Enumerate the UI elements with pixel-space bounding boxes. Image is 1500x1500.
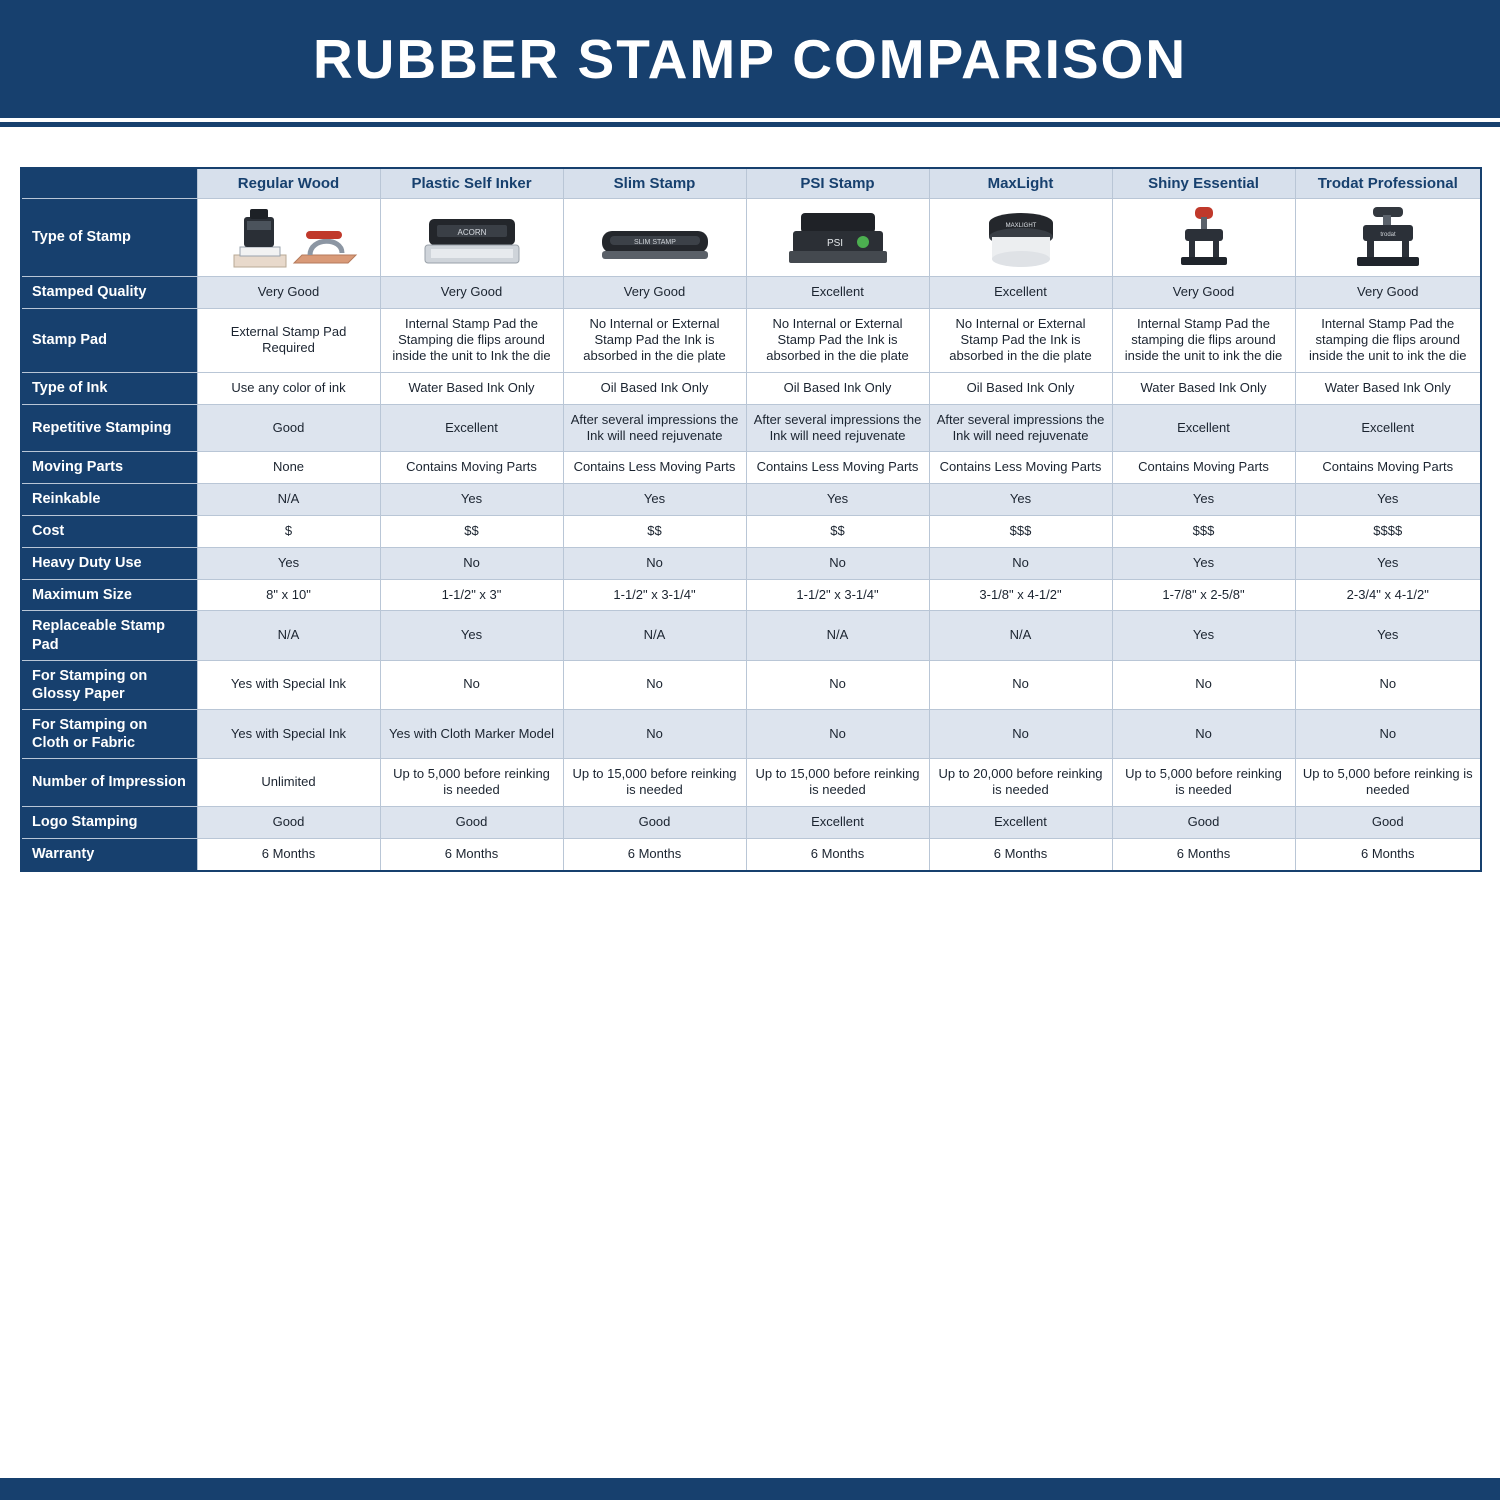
cell-moving-parts-plastic-self-inker: Contains Moving Parts bbox=[380, 452, 563, 484]
cell-stamped-quality-psi-stamp: Excellent bbox=[746, 277, 929, 309]
table-row bbox=[21, 515, 1481, 547]
cell-stamp-pad-psi-stamp: No Internal or External Stamp Pad the Ink is absorbed in the die plate bbox=[746, 308, 929, 372]
cell-reinkable-trodat-professional: Yes bbox=[1295, 483, 1481, 515]
row-label-repetitive-stamping: Repetitive Stamping bbox=[21, 404, 197, 452]
row-label-replaceable-stamp-pad: Replaceable Stamp Pad bbox=[21, 611, 197, 660]
table-corner-cell bbox=[21, 168, 197, 199]
cell-maximum-size-trodat-professional: 2-3/4" x 4-1/2" bbox=[1295, 579, 1481, 611]
row-label-cost: Cost bbox=[21, 515, 197, 547]
cell-impressions-regular-wood: Unlimited bbox=[197, 759, 380, 807]
row-label-stamped-quality: Stamped Quality bbox=[21, 277, 197, 309]
row-label-type-of-stamp: Type of Stamp bbox=[21, 199, 197, 277]
page-header bbox=[0, 0, 1500, 122]
cell-cost-plastic-self-inker: $$ bbox=[380, 515, 563, 547]
cell-repetitive-stamping-slim-stamp: After several impressions the Ink will need rejuvenate bbox=[563, 404, 746, 452]
cell-stamp-pad-slim-stamp: No Internal or External Stamp Pad the Ink is absorbed in the die plate bbox=[563, 308, 746, 372]
cell-moving-parts-maxlight: Contains Less Moving Parts bbox=[929, 452, 1112, 484]
cell-cost-trodat-professional: $$$$ bbox=[1295, 515, 1481, 547]
cell-type-of-stamp-slim-stamp bbox=[563, 199, 746, 277]
svg-text:trodat: trodat bbox=[1380, 231, 1396, 238]
svg-text:ACORN: ACORN bbox=[457, 227, 486, 237]
table-row bbox=[21, 452, 1481, 484]
psi-stamp-icon bbox=[749, 202, 927, 274]
cell-repetitive-stamping-psi-stamp: After several impressions the Ink will need rejuvenate bbox=[746, 404, 929, 452]
cell-repetitive-stamping-trodat-professional: Excellent bbox=[1295, 404, 1481, 452]
column-header-psi-stamp: PSI Stamp bbox=[746, 168, 929, 199]
cell-heavy-duty-use-psi-stamp: No bbox=[746, 547, 929, 579]
cell-type-of-stamp-psi-stamp bbox=[746, 199, 929, 277]
cell-maximum-size-plastic-self-inker: 1-1/2" x 3" bbox=[380, 579, 563, 611]
row-label-stamp-pad: Stamp Pad bbox=[21, 308, 197, 372]
row-label-heavy-duty-use: Heavy Duty Use bbox=[21, 547, 197, 579]
row-label-maximum-size: Maximum Size bbox=[21, 579, 197, 611]
cell-stamped-quality-shiny-essential: Very Good bbox=[1112, 277, 1295, 309]
cell-type-of-stamp-plastic-self-inker bbox=[380, 199, 563, 277]
cell-reinkable-plastic-self-inker: Yes bbox=[380, 483, 563, 515]
column-header-slim-stamp: Slim Stamp bbox=[563, 168, 746, 199]
plastic-self-inker-icon bbox=[383, 202, 561, 274]
cell-heavy-duty-use-slim-stamp: No bbox=[563, 547, 746, 579]
cell-warranty-maxlight: 6 Months bbox=[929, 838, 1112, 870]
cell-type-of-ink-shiny-essential: Water Based Ink Only bbox=[1112, 372, 1295, 404]
cell-stamp-pad-regular-wood: External Stamp Pad Required bbox=[197, 308, 380, 372]
cell-replaceable-stamp-pad-plastic-self-inker: Yes bbox=[380, 611, 563, 660]
cell-warranty-plastic-self-inker: 6 Months bbox=[380, 838, 563, 870]
cell-maximum-size-regular-wood: 8" x 10" bbox=[197, 579, 380, 611]
cell-reinkable-psi-stamp: Yes bbox=[746, 483, 929, 515]
row-label-number-of-impression: Number of Impression bbox=[21, 759, 197, 807]
cell-logo-stamping-plastic-self-inker: Good bbox=[380, 806, 563, 838]
cell-repetitive-stamping-regular-wood: Good bbox=[197, 404, 380, 452]
cell-heavy-duty-use-plastic-self-inker: No bbox=[380, 547, 563, 579]
comparison-table bbox=[20, 167, 1482, 872]
cell-warranty-shiny-essential: 6 Months bbox=[1112, 838, 1295, 870]
cell-stamped-quality-trodat-professional: Very Good bbox=[1295, 277, 1481, 309]
table-container bbox=[0, 127, 1500, 872]
table-row bbox=[21, 308, 1481, 372]
column-header-maxlight: MaxLight bbox=[929, 168, 1112, 199]
cell-stamped-quality-regular-wood: Very Good bbox=[197, 277, 380, 309]
cell-reinkable-shiny-essential: Yes bbox=[1112, 483, 1295, 515]
cell-reinkable-regular-wood: N/A bbox=[197, 483, 380, 515]
table-row bbox=[21, 483, 1481, 515]
table-row bbox=[21, 611, 1481, 660]
cell-replaceable-stamp-pad-shiny-essential: Yes bbox=[1112, 611, 1295, 660]
column-header-regular-wood: Regular Wood bbox=[197, 168, 380, 199]
cell-logo-stamping-maxlight: Excellent bbox=[929, 806, 1112, 838]
table-row bbox=[21, 838, 1481, 870]
cell-heavy-duty-use-shiny-essential: Yes bbox=[1112, 547, 1295, 579]
cell-replaceable-stamp-pad-slim-stamp: N/A bbox=[563, 611, 746, 660]
table-row bbox=[21, 277, 1481, 309]
cell-moving-parts-regular-wood: None bbox=[197, 452, 380, 484]
cell-type-of-ink-plastic-self-inker: Water Based Ink Only bbox=[380, 372, 563, 404]
wood-hand-stamp-icon bbox=[200, 202, 378, 274]
cell-type-of-ink-trodat-professional: Water Based Ink Only bbox=[1295, 372, 1481, 404]
cell-impressions-maxlight: Up to 20,000 before reinking is needed bbox=[929, 759, 1112, 807]
cell-reinkable-maxlight: Yes bbox=[929, 483, 1112, 515]
row-label-reinkable: Reinkable bbox=[21, 483, 197, 515]
cell-glossy-paper-regular-wood: Yes with Special Ink bbox=[197, 660, 380, 709]
cell-impressions-plastic-self-inker: Up to 5,000 before reinking is needed bbox=[380, 759, 563, 807]
cell-replaceable-stamp-pad-regular-wood: N/A bbox=[197, 611, 380, 660]
table-row bbox=[21, 759, 1481, 807]
cell-type-of-stamp-maxlight bbox=[929, 199, 1112, 277]
cell-repetitive-stamping-shiny-essential: Excellent bbox=[1112, 404, 1295, 452]
table-row bbox=[21, 547, 1481, 579]
cell-type-of-stamp-shiny-essential bbox=[1112, 199, 1295, 277]
cell-glossy-paper-slim-stamp: No bbox=[563, 660, 746, 709]
table-header-row bbox=[21, 168, 1481, 199]
cell-stamped-quality-maxlight: Excellent bbox=[929, 277, 1112, 309]
cell-logo-stamping-psi-stamp: Excellent bbox=[746, 806, 929, 838]
cell-cost-maxlight: $$$ bbox=[929, 515, 1112, 547]
cell-maximum-size-maxlight: 3-1/8" x 4-1/2" bbox=[929, 579, 1112, 611]
table-row bbox=[21, 372, 1481, 404]
maxlight-stamp-icon bbox=[932, 202, 1110, 274]
cell-cost-regular-wood: $ bbox=[197, 515, 380, 547]
cell-cost-slim-stamp: $$ bbox=[563, 515, 746, 547]
row-label-type-of-ink: Type of Ink bbox=[21, 372, 197, 404]
shiny-essential-stamp-icon bbox=[1115, 202, 1293, 274]
cell-warranty-regular-wood: 6 Months bbox=[197, 838, 380, 870]
cell-repetitive-stamping-plastic-self-inker: Excellent bbox=[380, 404, 563, 452]
cell-cloth-fabric-slim-stamp: No bbox=[563, 709, 746, 758]
cell-replaceable-stamp-pad-maxlight: N/A bbox=[929, 611, 1112, 660]
cell-replaceable-stamp-pad-psi-stamp: N/A bbox=[746, 611, 929, 660]
cell-maximum-size-psi-stamp: 1-1/2" x 3-1/4" bbox=[746, 579, 929, 611]
cell-maximum-size-shiny-essential: 1-7/8" x 2-5/8" bbox=[1112, 579, 1295, 611]
cell-heavy-duty-use-maxlight: No bbox=[929, 547, 1112, 579]
cell-repetitive-stamping-maxlight: After several impressions the Ink will need rejuvenate bbox=[929, 404, 1112, 452]
cell-moving-parts-slim-stamp: Contains Less Moving Parts bbox=[563, 452, 746, 484]
column-header-trodat-professional: Trodat Professional bbox=[1295, 168, 1481, 199]
footer-bar bbox=[0, 1478, 1500, 1500]
cell-cloth-fabric-psi-stamp: No bbox=[746, 709, 929, 758]
cell-type-of-ink-slim-stamp: Oil Based Ink Only bbox=[563, 372, 746, 404]
slim-stamp-icon bbox=[566, 202, 744, 274]
trodat-professional-stamp-icon bbox=[1298, 202, 1479, 274]
cell-logo-stamping-trodat-professional: Good bbox=[1295, 806, 1481, 838]
cell-glossy-paper-psi-stamp: No bbox=[746, 660, 929, 709]
table-row bbox=[21, 404, 1481, 452]
cell-type-of-stamp-trodat-professional bbox=[1295, 199, 1481, 277]
svg-text:SLIM STAMP: SLIM STAMP bbox=[633, 238, 676, 246]
cell-stamped-quality-slim-stamp: Very Good bbox=[563, 277, 746, 309]
table-row bbox=[21, 709, 1481, 758]
table-row bbox=[21, 199, 1481, 277]
cell-maximum-size-slim-stamp: 1-1/2" x 3-1/4" bbox=[563, 579, 746, 611]
cell-cloth-fabric-regular-wood: Yes with Special Ink bbox=[197, 709, 380, 758]
cell-replaceable-stamp-pad-trodat-professional: Yes bbox=[1295, 611, 1481, 660]
cell-glossy-paper-plastic-self-inker: No bbox=[380, 660, 563, 709]
page-title: RUBBER STAMP COMPARISON bbox=[312, 28, 1188, 90]
cell-cloth-fabric-shiny-essential: No bbox=[1112, 709, 1295, 758]
svg-text:PSI: PSI bbox=[826, 237, 843, 249]
cell-stamped-quality-plastic-self-inker: Very Good bbox=[380, 277, 563, 309]
row-label-warranty: Warranty bbox=[21, 838, 197, 870]
cell-glossy-paper-trodat-professional: No bbox=[1295, 660, 1481, 709]
row-label-logo-stamping: Logo Stamping bbox=[21, 806, 197, 838]
cell-impressions-psi-stamp: Up to 15,000 before reinking is needed bbox=[746, 759, 929, 807]
cell-logo-stamping-shiny-essential: Good bbox=[1112, 806, 1295, 838]
cell-cloth-fabric-trodat-professional: No bbox=[1295, 709, 1481, 758]
cell-stamp-pad-shiny-essential: Internal Stamp Pad the stamping die flips around inside the unit to ink the die bbox=[1112, 308, 1295, 372]
cell-cost-shiny-essential: $$$ bbox=[1112, 515, 1295, 547]
cell-glossy-paper-maxlight: No bbox=[929, 660, 1112, 709]
row-label-for-stamping-on-cloth-or-fabric: For Stamping on Cloth or Fabric bbox=[21, 709, 197, 758]
cell-stamp-pad-trodat-professional: Internal Stamp Pad the stamping die flips around inside the unit to ink the die bbox=[1295, 308, 1481, 372]
cell-warranty-trodat-professional: 6 Months bbox=[1295, 838, 1481, 870]
cell-type-of-stamp-regular-wood bbox=[197, 199, 380, 277]
cell-heavy-duty-use-regular-wood: Yes bbox=[197, 547, 380, 579]
cell-impressions-slim-stamp: Up to 15,000 before reinking is needed bbox=[563, 759, 746, 807]
row-label-for-stamping-on-glossy-paper: For Stamping on Glossy Paper bbox=[21, 660, 197, 709]
cell-type-of-ink-maxlight: Oil Based Ink Only bbox=[929, 372, 1112, 404]
cell-impressions-trodat-professional: Up to 5,000 before reinking is needed bbox=[1295, 759, 1481, 807]
cell-heavy-duty-use-trodat-professional: Yes bbox=[1295, 547, 1481, 579]
cell-cost-psi-stamp: $$ bbox=[746, 515, 929, 547]
table-row bbox=[21, 806, 1481, 838]
cell-type-of-ink-regular-wood: Use any color of ink bbox=[197, 372, 380, 404]
cell-warranty-slim-stamp: 6 Months bbox=[563, 838, 746, 870]
svg-text:MAXLIGHT: MAXLIGHT bbox=[1005, 222, 1036, 229]
cell-cloth-fabric-plastic-self-inker: Yes with Cloth Marker Model bbox=[380, 709, 563, 758]
cell-moving-parts-shiny-essential: Contains Moving Parts bbox=[1112, 452, 1295, 484]
cell-reinkable-slim-stamp: Yes bbox=[563, 483, 746, 515]
cell-logo-stamping-regular-wood: Good bbox=[197, 806, 380, 838]
column-header-shiny-essential: Shiny Essential bbox=[1112, 168, 1295, 199]
column-header-plastic-self-inker: Plastic Self Inker bbox=[380, 168, 563, 199]
cell-warranty-psi-stamp: 6 Months bbox=[746, 838, 929, 870]
cell-moving-parts-psi-stamp: Contains Less Moving Parts bbox=[746, 452, 929, 484]
cell-moving-parts-trodat-professional: Contains Moving Parts bbox=[1295, 452, 1481, 484]
cell-type-of-ink-psi-stamp: Oil Based Ink Only bbox=[746, 372, 929, 404]
table-row bbox=[21, 579, 1481, 611]
cell-cloth-fabric-maxlight: No bbox=[929, 709, 1112, 758]
cell-stamp-pad-plastic-self-inker: Internal Stamp Pad the Stamping die flips around inside the unit to Ink the die bbox=[380, 308, 563, 372]
cell-glossy-paper-shiny-essential: No bbox=[1112, 660, 1295, 709]
cell-impressions-shiny-essential: Up to 5,000 before reinking is needed bbox=[1112, 759, 1295, 807]
cell-stamp-pad-maxlight: No Internal or External Stamp Pad the Ink is absorbed in the die plate bbox=[929, 308, 1112, 372]
table-row bbox=[21, 660, 1481, 709]
cell-logo-stamping-slim-stamp: Good bbox=[563, 806, 746, 838]
row-label-moving-parts: Moving Parts bbox=[21, 452, 197, 484]
